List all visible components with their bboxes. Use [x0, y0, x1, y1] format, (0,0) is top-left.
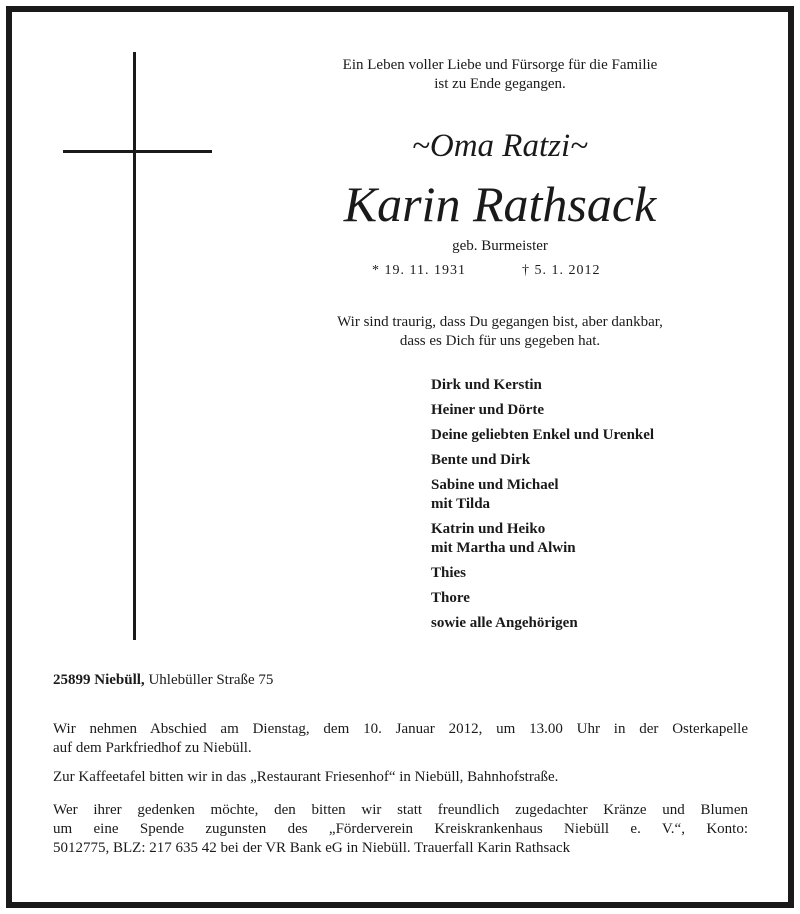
mourner-name: Katrin und Heiko	[431, 521, 546, 537]
list-item	[431, 520, 654, 558]
deceased-name: Karin Rathsack	[343, 176, 657, 232]
list-item	[431, 451, 654, 470]
mourner-name: Bente und Dirk	[431, 452, 531, 468]
intro-text	[260, 56, 740, 94]
farewell-line: auf dem Parkfriedhof zu Niebüll.	[53, 740, 252, 756]
mourner-name-continued: mit Martha und Alwin	[431, 540, 576, 556]
mourner-name: Thore	[431, 590, 470, 606]
coffee-line: Zur Kaffeetafel bitten wir in das „Restaurant Friesenhof“ in Niebüll, Bahnhofstraße.	[53, 769, 559, 785]
intro-line: Ein Leben voller Liebe und Fürsorge für die Familie	[342, 57, 658, 73]
list-item	[431, 476, 654, 514]
mourner-name: Sabine und Michael	[431, 477, 559, 493]
mourning-text	[260, 313, 740, 351]
list-item	[431, 426, 654, 445]
family-address	[53, 670, 273, 690]
farewell-paragraph	[53, 720, 748, 758]
list-item	[431, 589, 654, 608]
mourner-name: Thies	[431, 565, 467, 581]
donation-line: Wer ihrer gedenken möchte, den bitten wir statt freundlich zugedachter Kränze und Blumen	[53, 802, 748, 818]
address-street: Uhlebüller Straße 75	[148, 672, 274, 688]
list-item	[431, 376, 654, 395]
coffee-paragraph	[53, 768, 748, 787]
farewell-line: Wir nehmen Abschied am Dienstag, dem 10. Januar 2012, um 13.00 Uhr in der Osterkapelle	[53, 721, 748, 737]
cross-vertical-bar	[133, 52, 136, 640]
death-date: † 5. 1. 2012	[522, 263, 601, 278]
donation-line: 5012775, BLZ: 217 635 42 bei der VR Bank eG in Niebüll. Trauerfall Karin Rathsack	[53, 840, 571, 856]
mourner-name-continued: mit Tilda	[431, 496, 491, 512]
list-item	[431, 614, 654, 633]
mourner-name: Dirk und Kerstin	[431, 377, 542, 393]
mourner-name: sowie alle Angehörigen	[431, 615, 578, 631]
maiden-name: geb. Burmeister	[452, 238, 548, 254]
mourning-line: dass es Dich für uns gegeben hat.	[399, 333, 601, 349]
donation-line: um eine Spende zugunsten des „Förderverein Kreiskrankenhaus Niebüll e. V.“, Konto:	[53, 821, 748, 837]
mourning-line: Wir sind traurig, dass Du gegangen bist, aber dankbar,	[337, 314, 663, 330]
cross-horizontal-bar	[63, 150, 212, 153]
list-item	[431, 401, 654, 420]
nickname: ~Oma Ratzi~	[412, 128, 588, 164]
list-item	[431, 564, 654, 583]
life-dates	[372, 263, 632, 283]
mourner-name: Deine geliebten Enkel und Urenkel	[431, 427, 655, 443]
intro-line: ist zu Ende gegangen.	[434, 76, 566, 92]
mourner-list	[431, 376, 654, 639]
birth-date: * 19. 11. 1931	[372, 263, 466, 278]
mourner-name: Heiner und Dörte	[431, 402, 545, 418]
donation-paragraph	[53, 801, 748, 858]
address-zip-city: 25899 Niebüll,	[53, 672, 145, 688]
